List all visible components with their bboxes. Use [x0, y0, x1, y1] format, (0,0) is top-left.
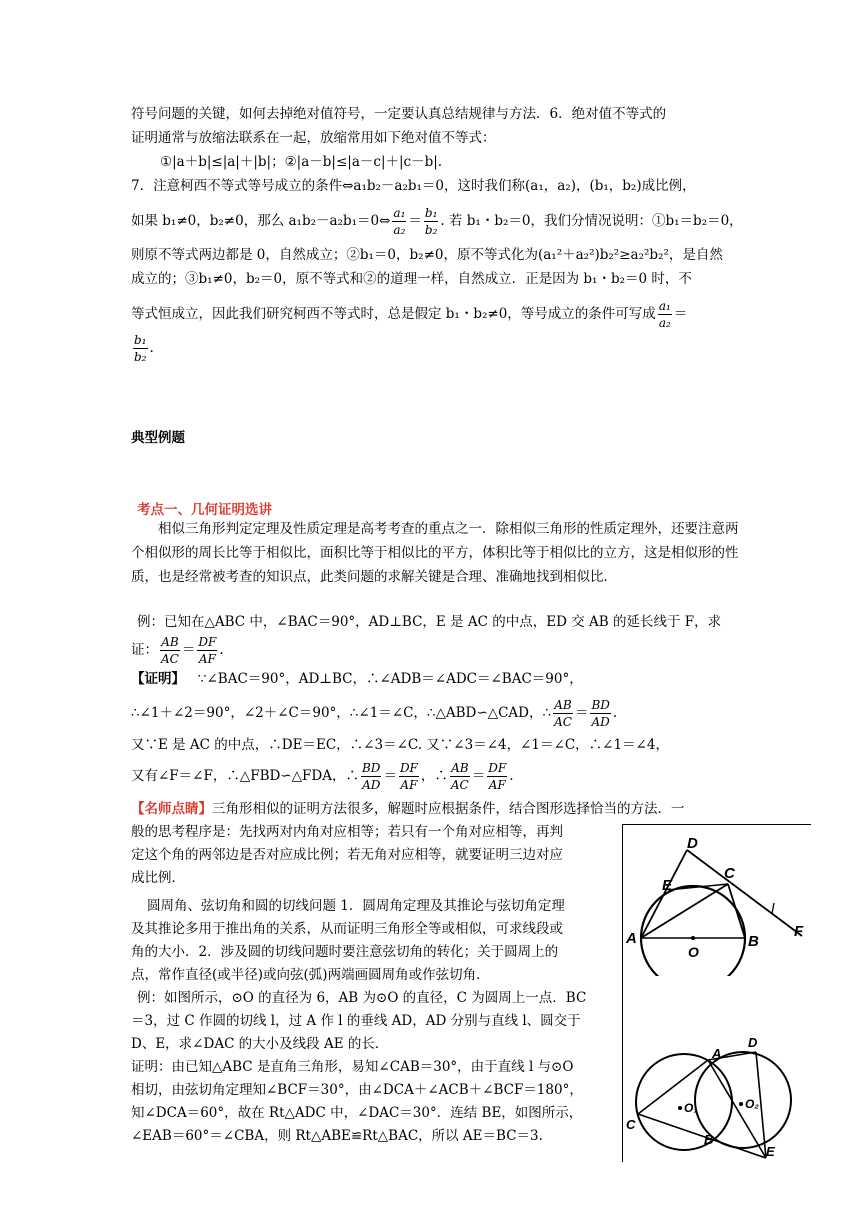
proof-text-4b: ，∴: [420, 768, 448, 784]
frac-den: a₂: [658, 316, 671, 330]
equals-sign: ＝: [408, 213, 422, 229]
frac-num: a₁: [658, 299, 671, 313]
period: .: [612, 705, 618, 721]
frac-num: b₁: [424, 206, 438, 220]
label-d: D: [748, 1035, 758, 1050]
proof-line-3: 又∵E 是 AC 的中点，∴DE＝EC，∴∠3＝∠C. 又∵∠3＝∠4，∠1＝∠C，∴∠1＝∠4，: [131, 737, 669, 753]
center-o2: [739, 1102, 743, 1106]
label-f: F: [794, 923, 804, 940]
label-b: B: [748, 933, 759, 950]
intro-line-1: 符号问题的关键，如何去掉绝对值符号，一定要认真总结规律与方法．6．绝对值不等式的: [131, 106, 667, 122]
frac-num: AB: [161, 635, 179, 649]
label-d: D: [687, 836, 698, 852]
intro-line-9: [131, 332, 154, 365]
label-e: E: [662, 877, 673, 894]
frac-num: BD: [361, 761, 381, 775]
label-o2: O₂: [745, 1097, 759, 1111]
proof-text-2: ∴∠1＋∠2＝90°，∠2＋∠C＝90°，∴∠1＝∠C，∴△ABD∽△CAD，∴: [131, 705, 552, 721]
equals-sign: ＝: [574, 705, 589, 721]
solution-line-2: 相切，由弦切角定理知∠BCF＝30°，由∠DCA＋∠ACB＋∠BCF＝180°，: [131, 1082, 583, 1098]
frac-num: a₁: [393, 206, 406, 220]
circle-line-3: 角的大小．2．涉及圆的切线问题时要注意弦切角的转化；关于圆周上的: [131, 944, 559, 960]
solution-line-3: 知∠DCA＝60°，故在 Rt△ADC 中，∠DAC＝30°．连结 BE，如图所示，: [131, 1105, 583, 1121]
tip-line-1: [131, 799, 685, 819]
intro-line-3: ①|a＋b|≤|a|＋|b|；②|a－b|≤|a－c|＋|c－b|.: [160, 154, 443, 170]
tip-line-4: 成比例．: [131, 870, 185, 886]
center-o1: [678, 1106, 682, 1110]
figure-frame-top: [622, 824, 811, 825]
figure-2-two-circles: [624, 1030, 810, 1160]
label-b: B: [704, 1132, 714, 1147]
solution-line-4: ∠EAB＝60°＝∠CBA，则 Rt△ABE≌Rt△BAC，所以 AE＝BC＝3.: [131, 1128, 543, 1144]
solution-line-1: 证明：由已知△ABC 是直角三角形，易知∠CAB＝30°，由于直线 l 与⊙O: [131, 1059, 574, 1075]
fraction-bd-ad: [590, 697, 610, 730]
frac-num: AB: [451, 761, 469, 775]
circle-o: [641, 886, 745, 976]
label-c: C: [724, 865, 735, 882]
frac-den: AF: [198, 652, 216, 666]
tip-label: 【名师点睛】: [131, 801, 212, 817]
proof-text-4: 又有∠F＝∠F，∴△FBD∽△FDA，∴: [131, 768, 359, 784]
equals-sign: ＝: [471, 768, 486, 784]
example2-line-1: 例：如图所示，⊙O 的直径为 6，AB 为⊙O 的直径，C 为圆周上一点．BC: [137, 990, 587, 1006]
example1-line: 例：已知在△ABC 中，∠BAC＝90°，AD⊥BC，E 是 AC 的中点，ED 交 AB 的延长线于 F，求: [137, 614, 722, 630]
frac-den: AC: [161, 652, 179, 666]
fraction-bd-ad-2: [361, 760, 381, 793]
intro-line-7: 成立的；③b₁≠0，b₂＝0，原不等式和②的道理一样，自然成立．正是因为 b₁・b₂＝0 时，不: [131, 271, 692, 287]
intro-line-5: [131, 205, 743, 238]
frac-den: AD: [362, 778, 381, 792]
fraction-a1-a2: [392, 205, 406, 238]
line-ad: [641, 850, 687, 938]
fraction-ab-ac-3: [450, 760, 470, 793]
section-title: 典型例题: [131, 430, 185, 446]
example2-line-3: D、E，求∠DAC 的大小及线段 AE 的长．: [131, 1036, 389, 1052]
label-l: l: [771, 901, 775, 918]
frac-den: AF: [400, 778, 418, 792]
intro-line-8-text: 等式恒成立，因此我们研究柯西不等式时，总是假定 b₁・b₂≠0，等号成立的条件可写成: [131, 306, 656, 322]
equals-sign: ＝: [181, 642, 196, 658]
label-a: A: [626, 930, 637, 947]
intro-line-2: 证明通常与放缩法联系在一起，放缩常用如下绝对值不等式：: [131, 130, 496, 146]
frac-num: DF: [399, 761, 418, 775]
fraction-df-af-2: [399, 760, 419, 793]
figure-frame-left: [622, 824, 623, 1162]
frac-den: AC: [554, 715, 572, 729]
frac-den: AF: [488, 778, 506, 792]
frac-den: AC: [450, 778, 469, 792]
frac-num: DF: [198, 635, 217, 649]
line-ce: [638, 1114, 766, 1158]
label-e: E: [766, 1144, 775, 1159]
intro-line-4: 7．注意柯西不等式等号成立的条件⇔a₁b₂－a₂b₁＝0，这时我们称(a₁，a₂)，(b₁，b₂)成比例，: [131, 178, 696, 194]
figure-1-circle-tangent: [624, 836, 810, 976]
example1-line-2: [131, 634, 224, 667]
frac-den: AD: [591, 715, 610, 729]
equals-sign: ＝: [673, 306, 688, 322]
proof-line-4: [131, 760, 514, 793]
label-a: A: [712, 1046, 722, 1061]
circle-line-4: 点，常作直径(或半径)或向弦(弧)两端画圆周角或作弦切角．: [131, 967, 490, 983]
center-o: [691, 936, 695, 940]
fraction-b1-b2: [424, 205, 439, 238]
proof-line-2: [131, 697, 617, 730]
proof-text-1: ∵∠BAC＝90°，AD⊥BC，∴∠ADB＝∠ADC＝∠BAC＝90°，: [197, 671, 583, 687]
intro-line-5-text: 如果 b₁≠0，b₂≠0，那么 a₁b₂－a₂b₁＝0⇔: [131, 213, 391, 229]
period: .: [509, 768, 514, 784]
frac-den: b₂: [134, 350, 147, 364]
frac-num: b₁: [134, 333, 147, 347]
label-c: C: [626, 1117, 636, 1132]
frac-den: b₂: [424, 223, 438, 237]
intro-line-8: [131, 298, 687, 331]
tip-line-3: 定这个角的两邻边是否对应成比例；若无角对应相等，就要证明三边对应: [131, 847, 563, 863]
tip-line-2: 般的思考程序是：先找两对内角对应相等；若只有一个角对应相等，再判: [131, 824, 563, 840]
fraction-ab-ac: [160, 634, 180, 667]
fraction-df-af-3: [487, 760, 507, 793]
intro-line-6: 则原不等式两边都是 0，自然成立；②b₁＝0，b₂≠0，原不等式化为(a₁²＋a₂²)b₂²≥a₂²b₂²，是自然: [131, 247, 723, 263]
tangent-line-l: [687, 850, 802, 936]
fraction-b1-b2-tail: [133, 332, 148, 365]
fraction-a1-a2-tail: [658, 298, 672, 331]
intro-line-5-end: . 若 b₁・b₂＝0，我们分情况说明：①b₁＝b₂＝0，: [440, 213, 743, 229]
example1-prove: 证：: [131, 642, 158, 658]
frac-num: AB: [554, 698, 572, 712]
circle-line-1: 圆周角、弦切角和圆的切线问题 1．圆周角定理及其推论与弦切角定理: [147, 898, 565, 914]
frac-num: DF: [488, 761, 507, 775]
fraction-df-af: [197, 634, 217, 667]
fraction-ab-ac-2: [553, 697, 573, 730]
example2-line-2: ＝3，过 C 作圆的切线 l，过 A 作 l 的垂线 AD，AD 分别与直线 l、圆交于: [131, 1013, 581, 1029]
period: .: [219, 642, 224, 658]
kaodian-title: 考点一、几何证明选讲: [137, 502, 272, 518]
frac-num: BD: [591, 698, 610, 712]
equals-sign: ＝: [383, 768, 397, 784]
circle-line-2: 及其推论多用于推出角的关系，从而证明三角形全等或相似，可求线段或: [131, 921, 563, 937]
period: .: [149, 340, 154, 356]
label-o1: O₁: [684, 1101, 698, 1115]
line-ac: [641, 884, 728, 938]
label-o: O: [688, 944, 699, 960]
proof-line-1: [131, 669, 583, 689]
kaodian-paragraph: 相似三角形判定定理及性质定理是高考考查的重点之一．除相似三角形的性质定理外，还要注意两个相似形的周长比等于相似比，面积比等于相似比的平方，体积比等于相似比的立方，这是相似形的性质，也是经常被考查的知识点，此类问题的求解关键是合理、准确地找到相似比．: [131, 521, 739, 585]
proof-label: 【证明】: [131, 671, 185, 687]
frac-den: a₂: [393, 223, 406, 237]
tip-text-1: 三角形相似的证明方法很多，解题时应根据条件，结合图形选择恰当的方法．一: [212, 801, 685, 817]
